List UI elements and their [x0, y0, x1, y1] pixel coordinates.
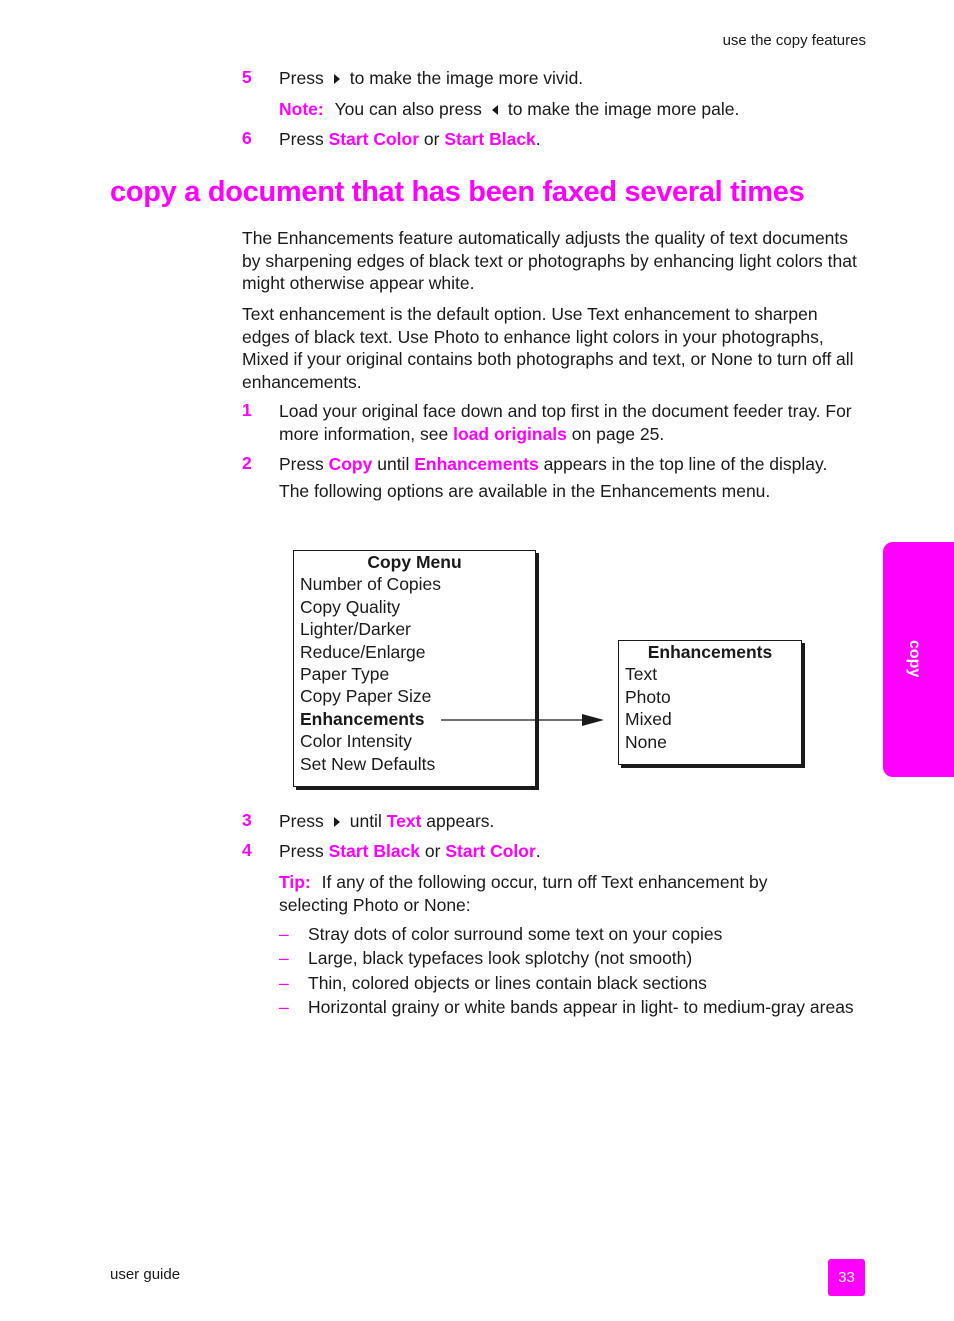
copy-menu-item: Paper Type: [300, 664, 390, 685]
enhancements-menu-item: None: [625, 731, 667, 752]
copy-menu-item: Set New Defaults: [300, 753, 436, 774]
list-item-text: Stray dots of color surround some text on your copies: [308, 924, 723, 944]
start-color-label: Start Color: [328, 129, 420, 149]
step-text: until: [377, 454, 410, 474]
connector-arrow-icon: [440, 710, 610, 730]
step-text: Press: [279, 68, 324, 88]
default-option-paragraph: Text enhancement is the default option. Use Text enhancement to sharpen edges of black text. Use Photo to enhance light colors in your photographs, Mixed if your original contains both photographs and text, or None to turn off all enhancements.: [242, 304, 854, 392]
step-text: Press: [279, 811, 324, 831]
enhancements-menu-item: Mixed: [625, 709, 672, 730]
footer-label: user guide: [110, 1266, 181, 1283]
copy-menu-item: Lighter/Darker: [300, 619, 411, 640]
copy-menu-item: Copy Paper Size: [300, 686, 432, 707]
step-number: 2: [242, 453, 252, 473]
step-text: Press: [279, 841, 324, 861]
step-text: .: [535, 841, 541, 861]
copy-menu-item: Number of Copies: [300, 574, 442, 595]
list-item: [279, 922, 722, 947]
side-tab-label: copy: [906, 640, 923, 678]
note-text: to make the image more pale.: [507, 99, 740, 119]
copy-menu-title: Copy Menu: [367, 552, 462, 572]
chapter-side-tab: [883, 542, 954, 777]
enhancements-menu-diagram: [618, 640, 802, 765]
list-item-text: Horizontal grainy or white bands appear in light- to medium-gray areas: [308, 997, 854, 1017]
list-item: [279, 971, 707, 996]
dash-bullet: –: [279, 973, 289, 993]
note-label: Note:: [279, 99, 324, 119]
start-color-label: Start Color: [445, 841, 536, 861]
note-text: You can also press: [334, 99, 482, 119]
step-text: Load your original face down and top first in the document feeder tray. For more information, see: [279, 401, 852, 444]
running-head: use the copy features: [722, 32, 866, 49]
copy-menu-item: Color Intensity: [300, 731, 412, 752]
dash-bullet: –: [279, 924, 289, 944]
list-item: [279, 946, 692, 971]
step-number: 1: [242, 400, 252, 420]
start-black-label: Start Black: [328, 841, 421, 861]
right-arrow-icon: [334, 74, 340, 84]
step-text: on page 25.: [571, 423, 665, 444]
step-text: to make the image more vivid.: [349, 68, 584, 88]
text-option-label: Text: [386, 811, 422, 831]
enhancements-menu-title: Enhancements: [647, 642, 773, 662]
copy-menu-item-enhancements: Enhancements: [300, 708, 425, 729]
enhancements-menu-item: Photo: [625, 686, 671, 707]
intro-paragraph: The Enhancements feature automatically adjusts the quality of text documents by sharpening edges of black text or photographs by enhancing light colors that might otherwise appear white.: [242, 228, 857, 293]
start-black-label: Start Black: [444, 129, 536, 149]
load-originals-link[interactable]: load originals: [453, 423, 567, 444]
step-text: appears.: [426, 811, 495, 831]
section-title: copy a document that has been faxed several times: [110, 176, 805, 208]
tip: [279, 871, 799, 916]
dash-bullet: –: [279, 948, 289, 968]
enhancements-menu-item: Text: [625, 664, 658, 685]
step-2: [279, 453, 869, 476]
tip-text: If any of the following occur, turn off Text enhancement by selecting Photo or None:: [279, 872, 768, 915]
step-text: or: [423, 129, 440, 149]
step-text: appears in the top line of the display.: [543, 454, 828, 474]
right-arrow-icon: [334, 817, 340, 827]
page-number: 33: [828, 1259, 865, 1296]
copy-menu-item: Reduce/Enlarge: [300, 641, 426, 662]
copy-menu-item: Copy Quality: [300, 596, 401, 617]
step-6: [279, 128, 869, 151]
copy-menu-diagram: [293, 550, 536, 787]
copy-label: Copy: [328, 454, 373, 474]
step-number: 5: [242, 67, 252, 87]
note: [279, 98, 869, 121]
step-number: 4: [242, 840, 252, 860]
left-arrow-icon: [492, 105, 498, 115]
step-4: [279, 840, 869, 863]
step-5: [279, 67, 869, 90]
step-text: or: [424, 841, 441, 861]
step-text: Press: [279, 129, 324, 149]
tip-label: Tip:: [279, 872, 311, 892]
list-item-text: Thin, colored objects or lines contain black sections: [308, 973, 707, 993]
dash-bullet: –: [279, 997, 289, 1017]
step-3: [279, 810, 869, 833]
step-text: until: [349, 811, 382, 831]
list-item: [279, 995, 854, 1020]
step-text: Press: [279, 454, 324, 474]
enhancements-label: Enhancements: [414, 454, 539, 474]
options-intro: The following options are available in the Enhancements menu.: [279, 481, 771, 501]
step-number: 3: [242, 810, 252, 830]
list-item-text: Large, black typefaces look splotchy (not smooth): [308, 948, 693, 968]
step-text: .: [535, 129, 541, 149]
step-number: 6: [242, 128, 252, 148]
step-1: [279, 400, 869, 445]
